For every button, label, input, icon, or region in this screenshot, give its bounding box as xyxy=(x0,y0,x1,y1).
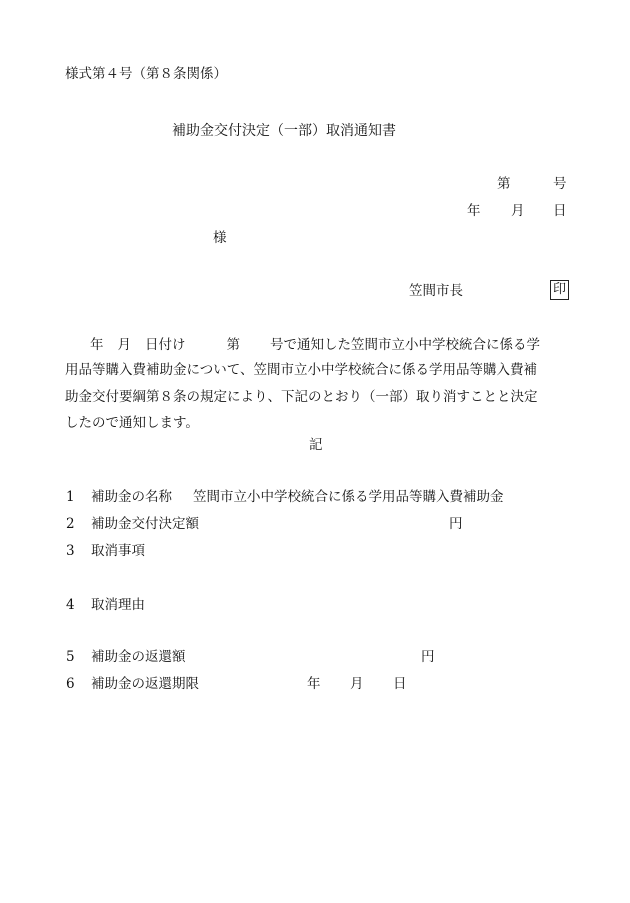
body-line-1-rest: 号で通知した笠間市立小中学校統合に係る学 xyxy=(270,337,540,353)
item-5-number: 5 xyxy=(66,649,75,665)
item-5-unit: 円 xyxy=(421,649,435,665)
issue-date-month: 月 xyxy=(511,203,525,219)
body-day: 日付け xyxy=(145,337,186,353)
item-6-month: 月 xyxy=(350,676,364,692)
addressee-honorific: 様 xyxy=(213,230,227,246)
body-line-1 xyxy=(65,339,540,353)
form-number: 様式第４号（第８条関係） xyxy=(65,66,227,82)
item-6-label: 補助金の返還期限 xyxy=(91,676,199,692)
item-6-number: 6 xyxy=(66,676,75,692)
reference-number-dai: 第 xyxy=(497,176,511,192)
item-6-year: 年 xyxy=(307,676,321,692)
item-2-unit: 円 xyxy=(449,516,463,532)
body-year: 年 xyxy=(90,337,104,353)
item-1-number: 1 xyxy=(66,489,75,505)
sender-title: 笠間市長 xyxy=(409,283,463,299)
item-6-day: 日 xyxy=(393,676,407,692)
item-5-label: 補助金の返還額 xyxy=(91,649,186,665)
body-month: 月 xyxy=(117,337,131,353)
item-4-label: 取消理由 xyxy=(91,597,145,613)
document-title: 補助金交付決定（一部）取消通知書 xyxy=(172,123,396,139)
item-1-value: 笠間市立小中学校統合に係る学用品等購入費補助金 xyxy=(193,489,504,505)
ki-heading: 記 xyxy=(309,437,323,453)
issue-date-year: 年 xyxy=(467,203,481,219)
body-line-2: 用品等購入費補助金について、笠間市立小中学校統合に係る学用品等購入費補 xyxy=(65,362,537,378)
item-3-number: 3 xyxy=(66,543,75,559)
item-2-label: 補助金交付決定額 xyxy=(91,516,199,532)
item-3-label: 取消事項 xyxy=(91,543,145,559)
body-dai: 第 xyxy=(226,337,240,353)
item-2-number: 2 xyxy=(66,516,75,532)
seal-box: 印 xyxy=(550,280,569,300)
reference-number-go: 号 xyxy=(553,176,567,192)
item-4-number: 4 xyxy=(66,597,75,613)
body-line-4: したので通知します。 xyxy=(65,415,199,431)
body-line-3: 助金交付要綱第８条の規定により、下記のとおり（一部）取り消すことと決定 xyxy=(65,389,538,405)
item-1-label: 補助金の名称 xyxy=(91,489,172,505)
issue-date-day: 日 xyxy=(553,203,567,219)
